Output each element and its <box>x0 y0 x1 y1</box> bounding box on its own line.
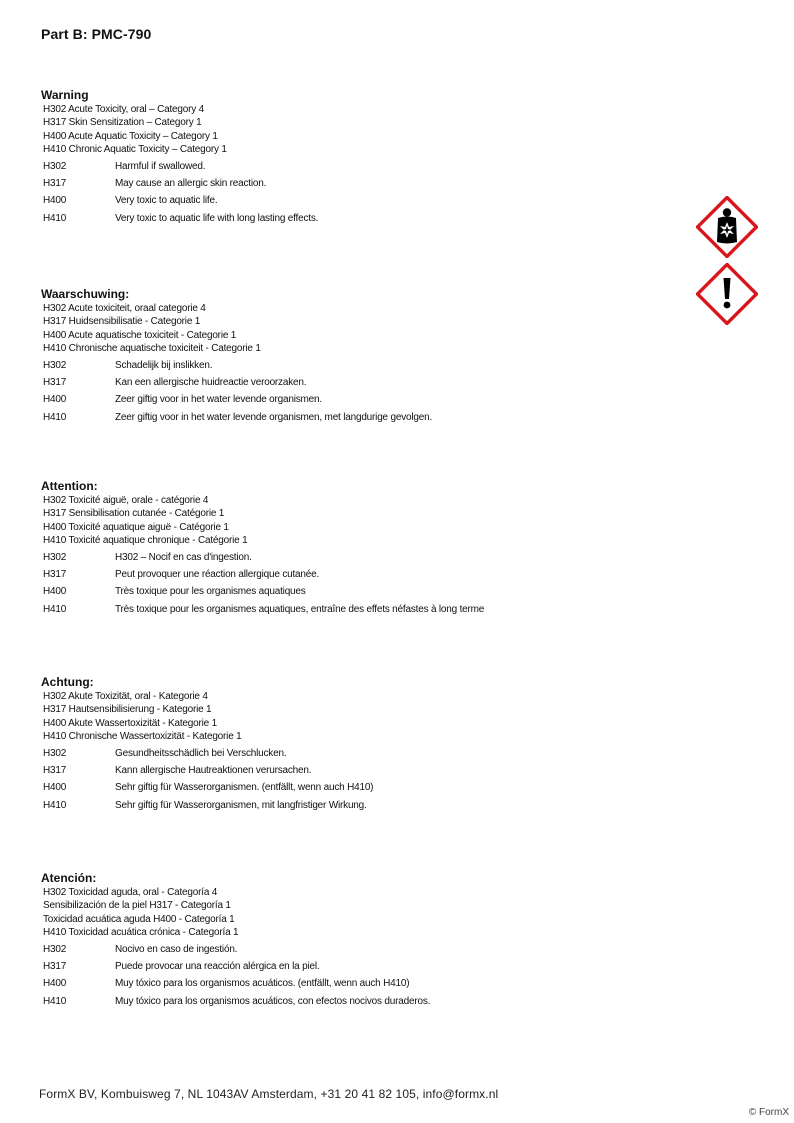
hazard-text: Sehr giftig für Wasserorganismen. (entfällt, wenn auch H410) <box>115 782 374 794</box>
hazard-code: H410 <box>43 212 67 224</box>
hazard-statement <box>41 995 681 1012</box>
hazard-text: Nocivo en caso de ingestión. <box>115 943 238 955</box>
classification-line: H400 Toxicité aquatique aiguë - Catégorie 1 <box>43 521 229 533</box>
hazard-text: Zeer giftig voor in het water levende organismen. <box>115 394 322 406</box>
hazard-code: H410 <box>43 799 67 811</box>
hazard-text: Puede provocar una reacción alérgica en la piel. <box>115 960 320 972</box>
hazard-text: Muy tóxico para los organismos acuáticos. (entfällt, wenn auch H410) <box>115 978 410 990</box>
hazard-statement <box>41 194 681 211</box>
hazard-code: H317 <box>43 376 67 388</box>
hazard-code: H400 <box>43 195 67 207</box>
exclamation-mark-icon <box>696 263 758 325</box>
hazard-text: Peut provoquer une réaction allergique cutanée. <box>115 568 320 580</box>
copyright-notice: © FormX <box>748 1107 789 1118</box>
hazard-statement <box>41 603 681 620</box>
hazard-statement <box>41 376 681 393</box>
hazard-text: Kan een allergische huidreactie veroorzaken. <box>115 376 307 388</box>
company-footer: FormX BV, Kombuisweg 7, NL 1043AV Amsterdam, +31 20 41 82 105, info@formx.nl <box>39 1087 499 1101</box>
hazard-text: Kann allergische Hautreaktionen verursachen. <box>115 764 312 776</box>
hazard-code: H400 <box>43 978 67 990</box>
classification-line: H302 Toxicité aiguë, orale - catégorie 4 <box>43 495 209 506</box>
classification-line: H317 Hautsensibilisierung - Kategorie 1 <box>43 704 212 716</box>
hazard-statement <box>41 393 681 410</box>
classification-line: H302 Acute Toxicity, oral – Category 4 <box>43 104 205 115</box>
hazard-statement <box>41 799 681 816</box>
signal-word: Achtung: <box>41 675 94 689</box>
hazard-statement <box>41 177 681 194</box>
hazard-text: May cause an allergic skin reaction. <box>115 177 267 189</box>
classification-line: H410 Chronische Wassertoxizität - Kategorie 1 <box>43 731 242 743</box>
hazard-text: Gesundheitsschädlich bei Verschlucken. <box>115 747 287 759</box>
classification-line: H317 Sensibilisation cutanée - Catégorie 1 <box>43 508 225 520</box>
classification-line: H410 Chronic Aquatic Toxicity – Category 1 <box>43 144 227 156</box>
hazard-text: Harmful if swallowed. <box>115 160 206 172</box>
hazard-statement <box>41 960 681 977</box>
hazard-code: H400 <box>43 586 67 598</box>
hazard-text: H302 – Nocif en cas d'ingestion. <box>115 551 252 563</box>
hazard-statement <box>41 977 681 994</box>
hazard-code: H410 <box>43 995 67 1007</box>
classification-line: Sensibilización de la piel H317 - Categoría 1 <box>43 900 231 912</box>
hazard-code: H302 <box>43 747 67 759</box>
hazard-text: Sehr giftig für Wasserorganismen, mit langfristiger Wirkung. <box>115 799 367 811</box>
hazard-statement <box>41 160 681 177</box>
hazard-code: H400 <box>43 394 67 406</box>
page-title: Part B: PMC-790 <box>41 26 152 42</box>
hazard-statement <box>41 781 681 798</box>
hazard-statement <box>41 764 681 781</box>
classification-line: H317 Skin Sensitization – Category 1 <box>43 117 202 129</box>
hazard-statement <box>41 411 681 428</box>
hazard-code: H302 <box>43 943 67 955</box>
hazard-code: H317 <box>43 764 67 776</box>
hazard-statement <box>41 568 681 585</box>
hazard-statement <box>41 212 681 229</box>
classification-line: H410 Toxicidad acuática crónica - Categoría 1 <box>43 927 239 939</box>
hazard-text: Schadelijk bij inslikken. <box>115 359 213 371</box>
classification-line: H302 Akute Toxizität, oral - Kategorie 4 <box>43 691 208 702</box>
hazard-statement <box>41 359 681 376</box>
signal-word: Attention: <box>41 479 98 493</box>
hazard-code: H302 <box>43 359 67 371</box>
classification-line: H400 Acute Aquatic Toxicity – Category 1 <box>43 130 218 142</box>
hazard-text: Très toxique pour les organismes aquatiques, entraîne des effets néfastes à long terme <box>115 603 485 615</box>
hazard-statement <box>41 747 681 764</box>
hazard-code: H410 <box>43 603 67 615</box>
hazard-statement <box>41 551 681 568</box>
hazard-text: Muy tóxico para los organismos acuáticos, con efectos nocivos duraderos. <box>115 995 431 1007</box>
hazard-code: H317 <box>43 960 67 972</box>
health-hazard-icon <box>696 196 758 258</box>
hazard-code: H317 <box>43 568 67 580</box>
classification-line: H410 Toxicité aquatique chronique - Catégorie 1 <box>43 535 248 547</box>
hazard-statement <box>41 585 681 602</box>
classification-line: H400 Acute aquatische toxiciteit - Categorie 1 <box>43 329 237 341</box>
hazard-text: Très toxique pour les organismes aquatiques <box>115 586 306 598</box>
signal-word: Warning <box>41 88 89 102</box>
classification-line: H400 Akute Wassertoxizität - Kategorie 1 <box>43 717 217 729</box>
hazard-text: Very toxic to aquatic life. <box>115 195 218 207</box>
classification-line: H302 Acute toxiciteit, oraal categorie 4 <box>43 303 206 314</box>
classification-line: H410 Chronische aquatische toxiciteit - Categorie 1 <box>43 343 261 355</box>
classification-line: H317 Huidsensibilisatie - Categorie 1 <box>43 316 201 328</box>
hazard-section-en <box>41 88 681 229</box>
hazard-section-de <box>41 675 681 816</box>
signal-word: Atención: <box>41 871 97 885</box>
hazard-section-fr <box>41 479 681 620</box>
hazard-text: Zeer giftig voor in het water levende organismen, met langdurige gevolgen. <box>115 411 433 423</box>
hazard-code: H400 <box>43 782 67 794</box>
hazard-section-es <box>41 871 681 1012</box>
classification-line: Toxicidad acuática aguda H400 - Categoría 1 <box>43 913 235 925</box>
classification-line: H302 Toxicidad aguda, oral - Categoría 4 <box>43 887 218 898</box>
hazard-text: Very toxic to aquatic life with long lasting effects. <box>115 212 319 224</box>
hazard-section-nl <box>41 287 681 428</box>
hazard-code: H410 <box>43 411 67 423</box>
hazard-code: H302 <box>43 160 67 172</box>
hazard-code: H317 <box>43 177 67 189</box>
signal-word: Waarschuwing: <box>41 287 130 301</box>
hazard-code: H302 <box>43 551 67 563</box>
hazard-statement <box>41 943 681 960</box>
